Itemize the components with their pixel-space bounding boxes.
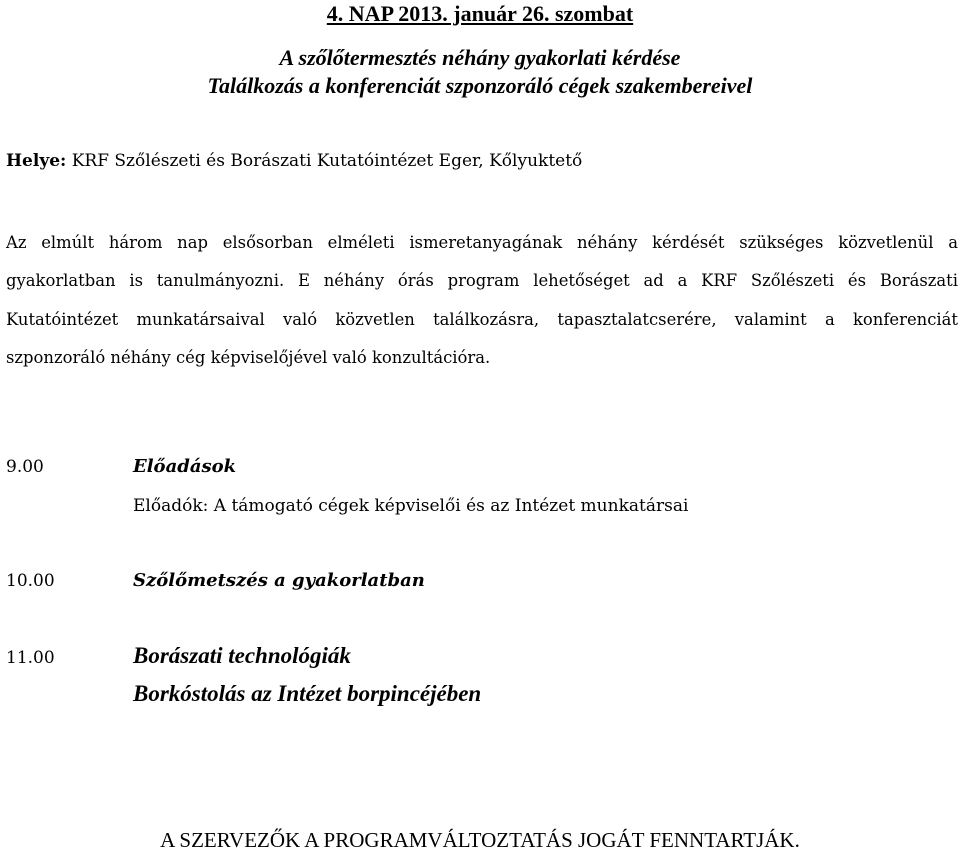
footer-note: A SZERVEZŐK A PROGRAMVÁLTOZTATÁS JOGÁT FENNTARTJÁK. (160, 828, 800, 852)
location-label: Helye: (6, 151, 67, 171)
intro-paragraph: Az elmúlt három nap elsősorban elméleti ismeretanyagának néhány kérdését szükséges közvetlenül a gyakorlatban is tanulmányozni. E néhány órás program lehetőséget ad a KRF Szőlészeti és Borászati Kutatóintézet munkatársaival való közvetlen találkozásra, tapasztalatcserére, valamint a konferenciát szponzoráló néhány cég képviselőjével való konzultációra. (6, 233, 958, 368)
day-header: 4. NAP 2013. január 26. szombat (326, 1, 634, 26)
program-item-2-time: 10.00 (6, 571, 55, 591)
location-line (6, 148, 582, 174)
program-item-1-title: Előadások (133, 456, 237, 477)
program-item-3-time: 11.00 (6, 648, 55, 668)
program-item-1-speakers: Előadók: A támogató cégek képviselői és az Intézet munkatársai (133, 496, 689, 516)
program-item-2-title: Szőlőmetszés a gyakorlatban (133, 570, 425, 591)
location-value: KRF Szőlészeti és Borászati Kutatóintézet Eger, Kőlyuktető (66, 151, 583, 171)
program-item-1-time: 9.00 (6, 457, 44, 477)
session-subtitle: Találkozás a konferenciát szponzoráló cégek szakembereivel (207, 73, 753, 98)
program-item-3-title: Borászati technológiák (133, 643, 351, 668)
program-item-3-subtitle: Borkóstolás az Intézet borpincéjében (133, 681, 482, 706)
session-title: A szőlőtermesztés néhány gyakorlati kérdése (279, 45, 681, 70)
